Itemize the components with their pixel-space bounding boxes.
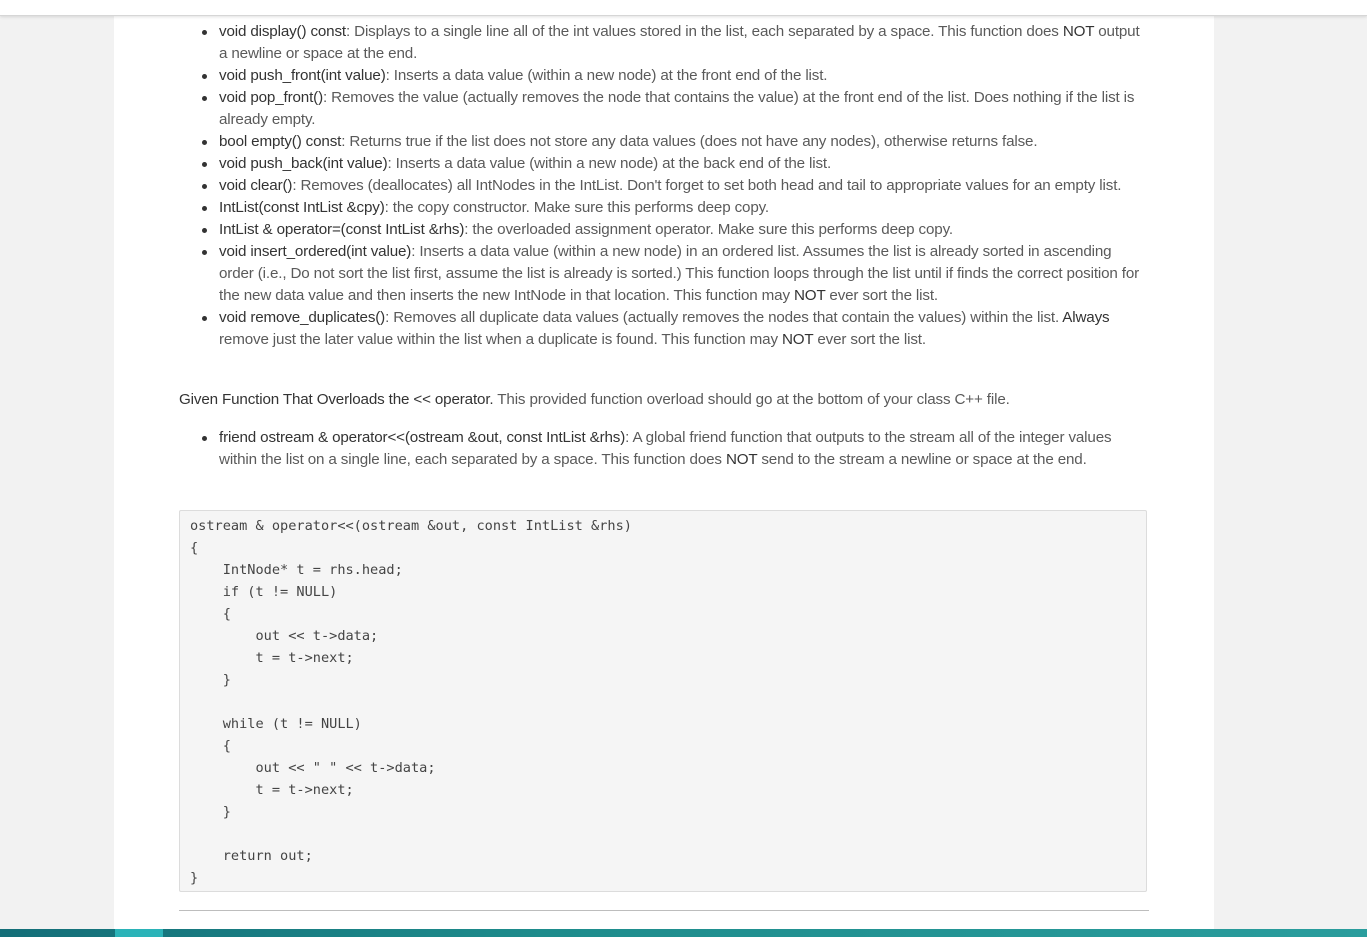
method-signature: void push_front(int value) [219, 67, 386, 84]
list-item [179, 65, 1149, 87]
method-description: : Removes the value (actually removes the node that contains the value) at the front end of the list. Does nothing if the list is already empty. [219, 89, 1135, 128]
top-bar [0, 0, 1367, 16]
code-block[interactable] [179, 510, 1147, 892]
method-description: output a newline or space at the end. [219, 23, 1140, 62]
code-text[interactable]: ostream & operator<<(ostream &out, const IntList &rhs) { IntNode* t = rhs.head; if (t != NULL) { out << t->data; t = t->next; } while (t != NULL) { out << " " << t->data; t = t->next; } return out; } [190, 518, 632, 886]
emphasis: NOT [781, 331, 814, 348]
method-signature: void clear() [219, 177, 293, 194]
given-function-paragraph [179, 389, 1149, 411]
method-signature: IntList(const IntList &cpy) [219, 199, 385, 216]
page-content [114, 0, 1214, 937]
method-description: send to the stream a newline or space at the end. [757, 451, 1087, 468]
method-signature: friend ostream & operator<<(ostream &out, const IntList &rhs) [219, 429, 626, 446]
method-signature: void display() const [219, 23, 346, 40]
method-description: : Removes (deallocates) all IntNodes in the IntList. Don't forget to set both head and tail to appropriate values for an empty list. [292, 177, 1122, 194]
list-item [179, 241, 1149, 307]
method-signature: void remove_duplicates() [219, 309, 386, 326]
list-item [179, 219, 1149, 241]
method-signature: void insert_ordered(int value) [219, 243, 412, 260]
method-description: : Removes all duplicate data values (actually removes the nodes that contain the values) within the list. [385, 309, 1063, 326]
method-signature: IntList & operator=(const IntList &rhs) [219, 221, 465, 238]
emphasis: NOT [1062, 23, 1095, 40]
list-item [179, 87, 1149, 131]
footer-bar [0, 929, 1367, 937]
method-description: remove just the later value within the list when a duplicate is found. This function may [219, 331, 782, 348]
footer-accent [115, 929, 163, 937]
friend-function-list [179, 427, 1149, 471]
list-item [179, 175, 1149, 197]
method-description: : Inserts a data value (within a new node) in an ordered list. Assumes the list is already sorted in ascending order (i.e., Do not sort the list first, assume the list is already is sorted.) This function loops through the list until if finds the correct position for the new data value and then inserts the new IntNode in that location. This function may [219, 243, 1140, 304]
method-list [179, 21, 1149, 351]
method-description: : Displays to a single line all of the int values stored in the list, each separated by a space. This function does [346, 23, 1063, 40]
list-item [179, 21, 1149, 65]
method-description: : the overloaded assignment operator. Make sure this performs deep copy. [464, 221, 953, 238]
method-description: ever sort the list. [813, 331, 926, 348]
list-item [179, 131, 1149, 153]
method-description: : Inserts a data value (within a new node) at the front end of the list. [385, 67, 828, 84]
method-signature: bool empty() const [219, 133, 342, 150]
given-heading: Given Function That Overloads the << operator. [179, 391, 494, 408]
emphasis: NOT [793, 287, 826, 304]
divider [179, 910, 1149, 911]
emphasis: Always [1062, 309, 1110, 326]
list-item [179, 307, 1149, 351]
list-item [179, 153, 1149, 175]
list-item [179, 427, 1149, 471]
method-description: : Inserts a data value (within a new node) at the back end of the list. [387, 155, 832, 172]
method-description: : Returns true if the list does not store any data values (does not have any nodes), otherwise returns false. [341, 133, 1038, 150]
list-item [179, 197, 1149, 219]
method-signature: void pop_front() [219, 89, 323, 106]
emphasis: NOT [725, 451, 758, 468]
given-text: This provided function overload should go at the bottom of your class C++ file. [493, 391, 1010, 408]
method-description: : the copy constructor. Make sure this performs deep copy. [384, 199, 769, 216]
method-signature: void push_back(int value) [219, 155, 388, 172]
method-description: ever sort the list. [825, 287, 938, 304]
method-description: : A global friend function that outputs to the stream all of the integer values within the list on a single line, each separated by a space. This function does [219, 429, 1112, 468]
